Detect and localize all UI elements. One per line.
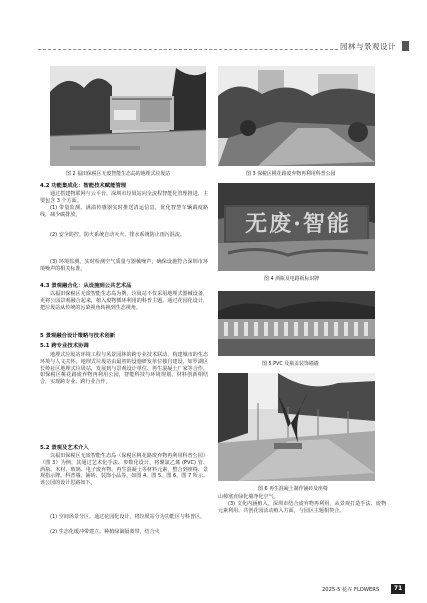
paragraph-5-2-item-1: (1) 空间场景分区。通过花园化设计，将垃圾站分为功能区与科普区。	[50, 514, 206, 520]
paragraph-5-2-item-2: (2) 生态化缓冲带建立。种植绿篱隔离带，结合火	[50, 529, 160, 535]
caption-figure-6: 图 6 再生混凝土制作铺砖及座椅	[258, 486, 328, 492]
caption-figure-3: 图 3 保税区桃花路废弃物再利用科普公园	[246, 171, 336, 177]
header-marker	[402, 41, 409, 51]
paragraph-4-2-item-2: (2) 安全防控。防火系统自动灭火，排水系统防止雨污混流。	[50, 232, 185, 238]
photo-figure-5	[218, 291, 375, 356]
heading-4-2: 4.2 功能集成化：智能技术赋能管理	[40, 183, 127, 189]
heading-5-1: 5.1 跨专业技术协调	[40, 343, 89, 349]
paragraph-4-2-intro: 通过搭建物联网与云平台，深圳市垃圾站向全流程智能化管理推进，主要包含 3 个方面。	[40, 191, 208, 204]
paragraph-4-3: 以福田保税区无废智能生态岛为例，垃圾站不仅采用地埋式器械设备，更将公园景观融合起来，植入废物循环利用的科普主题。通过花园化设计，把垃圾站从传统的污染视角转换到生态视角。	[40, 291, 208, 311]
caption-figure-4: 图 4 酒瓶及电路板标识牌	[264, 276, 320, 282]
paragraph-5-1: 地埋式垃圾站环境工程与风景园林的跨专业技术联动，构建城市的生态环境与人文关怀。地埋式垃圾站由最初的设施研发单位独自建设，如罗湖区长岭社区地埋式垃圾站，发展到与景观设计单位、再生混凝土厂家等合作，如保税区桃花路废弃物再利用公园，智能科技与环境规划、材料创新相结合，实现跨专业、跨行业合作。	[40, 352, 208, 385]
photo-figure-6	[218, 373, 375, 481]
page-number: 71	[391, 584, 405, 594]
caption-figure-5: 图 5 PVC 及瓶盖装饰墙墙	[262, 361, 319, 367]
paragraph-4-2-item-3: (3) 环境监测。实时检测空气质量与器械噪声，确保设施符合深圳市环境噪声的相关标准。	[40, 259, 208, 272]
paragraph-right-item-3: (3) 文化内涵植入。深圳市结合废弃物再利用，从景观打造手法、废物元素利用、共创花园活动植入方面，与园区主题相契合。	[218, 501, 386, 514]
photo-figure-3	[218, 66, 375, 166]
sign-lettering: 无废·智能	[245, 211, 351, 237]
paragraph-4-2-item-1: (1) 带量监测。满溢传感器实时推送清运信息，优化智慧车辆调度路线，减少碳排放。	[40, 205, 208, 218]
heading-5: 5 景观融合设计策略与技术创新	[40, 333, 116, 339]
header-section-title: 园林与景观设计	[340, 42, 396, 51]
paragraph-5-2: 以福田保税区无废智能生态岛（保税区桃花路废弃物再利用科普公园）（图 3）为例，其通过艺术化手法、参数化设计，将聚氯乙烯 (PVC) 管、酒瓶、木材、玻璃、电子废弃物、再生混凝土等材料元素，整合到座椅、景观指示牌、科普墙、铺砖、装饰小品等，如图 4、图 5、图 6、图 7 所示。该公园的设计思路如下。	[40, 453, 208, 486]
photo-figure-2	[50, 66, 206, 166]
header-rule	[38, 49, 338, 50]
photo-figure-4	[218, 183, 375, 271]
heading-4-3: 4.3 景观融合化：从设施到公共艺术品	[40, 283, 132, 289]
heading-5-2: 5.2 景观及艺术介入	[40, 445, 89, 451]
paragraph-right-continuation: 山樟塞直绿化墙净化空气。	[218, 494, 279, 500]
caption-figure-2: 图 2 福田保税区无废智能生态岛的地埋式垃圾站	[66, 171, 171, 177]
footer-issue: 2025-5 花卉 FLOWERS	[322, 587, 380, 593]
